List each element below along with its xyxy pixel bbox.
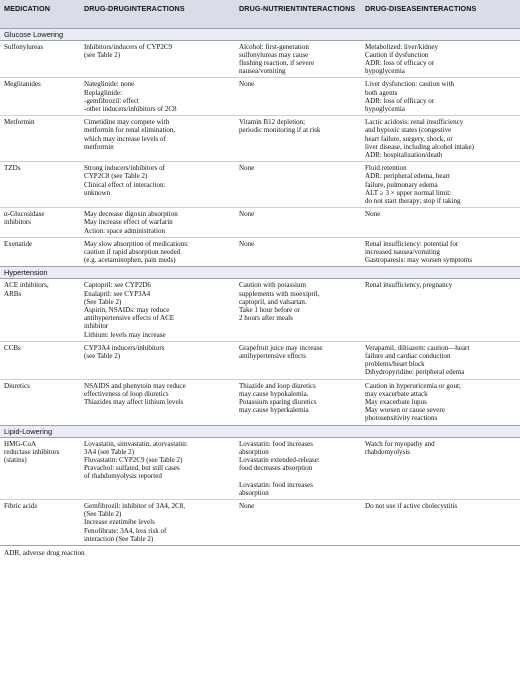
cell-line: Lovastatin: food increases — [239, 480, 313, 489]
drug-nutrient-cell — [235, 40, 361, 78]
drug-disease-cell — [361, 437, 520, 499]
drug-nutrient-cell — [235, 379, 361, 425]
cell-line: Thiazide and loop diuretics — [239, 381, 316, 390]
cell-line: problems/heart block — [365, 360, 425, 369]
drug-nutrient-cell — [235, 162, 361, 208]
header-drug-nutrient-line1: DRUG-NUTRIENT — [239, 4, 301, 13]
drug-disease-cell — [361, 116, 520, 162]
cell-line: (See Table 2) — [84, 510, 122, 519]
cell-line: Caution in hyperuricemia or gout; — [365, 381, 461, 390]
cell-line: None — [239, 210, 255, 219]
cell-line: interaction (See Table 2) — [84, 534, 154, 543]
table-row — [0, 279, 520, 341]
cell-line: May decrease digoxin absorption — [84, 210, 178, 219]
cell-line: CYP2C8 (see Table 2) — [84, 172, 148, 181]
cell-line: which may increase levels of — [84, 134, 166, 143]
drug-drug-cell — [80, 341, 235, 379]
cell-line: Grapefruit juice may increase — [239, 343, 323, 352]
header-drug-nutrient-line2: INTERACTIONS — [300, 4, 356, 13]
drug-nutrient-cell — [235, 279, 361, 341]
cell-line: Lovastatin extended-release: — [239, 456, 320, 465]
cell-line: antihypertensive effects of ACE — [84, 314, 175, 323]
header-medication: MEDICATION — [0, 0, 80, 28]
cell-line: of rhabdomyolysis reported — [84, 472, 162, 481]
cell-line: Aspirin, NSAIDs: may reduce — [84, 305, 170, 314]
cell-line: NSAIDS and phenytoin may reduce — [84, 381, 186, 390]
medication-cell — [0, 379, 80, 425]
cell-line: Fluid retention — [365, 164, 407, 173]
drug-drug-cell — [80, 116, 235, 162]
table-body — [0, 28, 520, 546]
cell-line: Dihydropyridine: peripheral edema — [365, 368, 465, 377]
cell-line: ADR: loss of efficacy or — [365, 58, 435, 67]
medication-cell — [0, 208, 80, 238]
cell-line: Cimetidine may compete with — [84, 118, 170, 127]
cell-line: Potassium sparing diuretics — [239, 398, 317, 407]
cell-line: CYP3A4 inducers/inhibitors — [84, 343, 165, 352]
cell-line: Captopril: see CYP2D6 — [84, 281, 151, 290]
drug-drug-cell — [80, 279, 235, 341]
cell-line: Caution if dysfunction — [365, 50, 429, 59]
cell-line: antihypertensive effects — [239, 352, 306, 360]
drug-drug-cell — [80, 40, 235, 78]
cell-line: Thiazides may affect lithium levels — [84, 398, 184, 407]
table-row — [0, 40, 520, 78]
cell-line: Meglitanides — [4, 80, 41, 89]
drug-disease-cell — [361, 78, 520, 116]
table-row — [0, 78, 520, 116]
cell-line: 2 hours after meals — [239, 314, 293, 323]
drug-drug-cell — [80, 237, 235, 267]
cell-line: do not start therapy; stop if taking — [365, 196, 461, 205]
medication-cell — [0, 437, 80, 499]
cell-line: Lithium: levels may increase — [84, 330, 166, 339]
table-row — [0, 162, 520, 208]
cell-line: ALT ≥ 3 × upper normal limit: — [365, 188, 452, 197]
cell-line: Renal insufficiency: potential for — [365, 239, 459, 248]
cell-line: reductase inhibitors — [4, 447, 60, 456]
cell-line: Lactic acidosis: renal insufficiency — [365, 118, 464, 127]
cell-line: Inhibitors/inducers of CYP2C9 — [84, 42, 173, 51]
cell-line: ACE inhibitors, — [4, 281, 49, 290]
header-drug-drug-line1: DRUG-DRUG — [84, 4, 130, 13]
cell-line: Fenofibrate: 3A4, less risk of — [84, 526, 167, 535]
cell-line: (e.g. acetaminophen, pain meds) — [84, 256, 176, 265]
cell-line: None — [239, 502, 255, 511]
medication-cell — [0, 78, 80, 116]
cell-line: Metabolized: liver/kidney — [365, 42, 438, 51]
cell-line: Liver dysfunction: caution with — [365, 80, 455, 89]
cell-line: may exacerbate attack — [365, 389, 428, 398]
cell-line: Gemfibrozil: inhibitor of 3A4, 2C8, — [84, 502, 185, 511]
drug-disease-cell — [361, 162, 520, 208]
cell-line: TZDs — [4, 164, 21, 173]
drug-nutrient-cell — [235, 208, 361, 238]
cell-line: may cause hyperkalemia — [239, 406, 309, 415]
header-drug-disease — [361, 0, 520, 28]
drug-drug-cell — [80, 162, 235, 208]
cell-line: Strong inducers/inhibitors of — [84, 164, 166, 173]
cell-line: ARBs — [4, 289, 22, 298]
cell-line: Do not use if active cholecystitis — [365, 502, 458, 511]
drug-drug-cell — [80, 208, 235, 238]
cell-line: May exacerbate lupus — [365, 398, 427, 407]
cell-line: Pravachol: sulfated, but still cases — [84, 464, 180, 473]
drug-disease-cell — [361, 208, 520, 238]
drug-nutrient-cell — [235, 78, 361, 116]
cell-line: Lovastatin: food increases — [239, 439, 313, 448]
table-row — [0, 341, 520, 379]
cell-line: caution if rapid absorption needed — [84, 247, 181, 256]
drug-drug-cell — [80, 379, 235, 425]
header-drug-disease-line1: DRUG-DISEASE — [365, 4, 422, 13]
cell-line: May slow absorption of medications: — [84, 239, 189, 248]
cell-line: rhabdomyolysis — [365, 447, 411, 456]
cell-line: (statins) — [4, 456, 27, 465]
cell-line: CCBs — [4, 343, 21, 352]
cell-line: Watch for myopathy and — [365, 439, 435, 448]
header-row — [0, 0, 520, 28]
drug-nutrient-cell — [235, 341, 361, 379]
cell-line: Vitamin B12 depletion; — [239, 118, 306, 127]
table-row — [0, 237, 520, 267]
cell-line: liver disease, including alcohol intake) — [365, 142, 474, 151]
drug-disease-cell — [361, 500, 520, 546]
header-drug-drug — [80, 0, 235, 28]
medication-cell — [0, 341, 80, 379]
cell-line: Action: space administration — [84, 226, 166, 235]
cell-line: None — [365, 210, 381, 219]
cell-line: HMG-CoA — [4, 439, 37, 448]
medication-cell — [0, 500, 80, 546]
cell-line: Lovastatin, simvastatin, atorvastatin: — [84, 439, 188, 448]
cell-line — [239, 472, 358, 480]
section-header-row — [0, 425, 520, 437]
cell-line: Diuretics — [4, 381, 30, 390]
cell-line: Take 1 hour before or — [239, 305, 300, 314]
header-drug-nutrient — [235, 0, 361, 28]
cell-line: inhibitors — [4, 218, 32, 227]
cell-line: ADR: hospitalization/death — [365, 150, 443, 159]
cell-line: hypoglycemia — [365, 67, 405, 76]
cell-line: None — [239, 164, 255, 173]
cell-line: supplements with moexipril, — [239, 289, 320, 298]
cell-line: heart failure, surgery, shock, or — [365, 134, 453, 143]
medication-cell — [0, 116, 80, 162]
drug-disease-cell — [361, 237, 520, 267]
cell-line: Nateglinide: none — [84, 80, 135, 89]
cell-line: inhibitor — [84, 322, 109, 331]
cell-line: None — [239, 80, 255, 89]
medication-cell — [0, 237, 80, 267]
cell-line: increased nausea/vomiting — [365, 247, 440, 256]
section-header-row — [0, 267, 520, 279]
cell-line: metformin for renal elimination, — [84, 126, 176, 135]
cell-line: May worsen or cause severe — [365, 406, 445, 415]
cell-line: May increase effect of warfarin — [84, 218, 173, 227]
cell-line: food decreases absorption — [239, 464, 313, 473]
drug-nutrient-cell — [235, 116, 361, 162]
drug-disease-cell — [361, 379, 520, 425]
cell-line: failure, pulmonary edema — [365, 180, 438, 189]
medication-cell — [0, 162, 80, 208]
cell-line: (see Table 2) — [84, 50, 121, 59]
cell-line: (See Table 2) — [84, 297, 122, 306]
cell-line: None — [239, 239, 255, 248]
cell-line: Caution with potassium — [239, 281, 306, 290]
cell-line: (see Table 2) — [84, 352, 121, 360]
cell-line: absorption — [239, 488, 269, 497]
cell-line: Fibric acids — [4, 502, 38, 511]
cell-line: α-Glucosidase — [4, 210, 45, 219]
medication-cell — [0, 279, 80, 341]
drug-drug-cell — [80, 437, 235, 499]
cell-line: ADR: loss of efficacy or — [365, 96, 435, 105]
table-row — [0, 116, 520, 162]
cell-line: unknown — [84, 188, 111, 197]
table-row — [0, 208, 520, 238]
drug-disease-cell — [361, 279, 520, 341]
cell-line: periodic monitoring if at risk — [239, 126, 321, 135]
cell-line: 3A4 (see Table 2) — [84, 447, 135, 456]
cell-line: flushing reaction, if severe — [239, 58, 315, 67]
cell-line: nausea/vomiting — [239, 67, 286, 76]
section-header-row — [0, 28, 520, 40]
cell-line: both agents — [365, 88, 398, 97]
cell-line: Sulfonylureas — [4, 42, 44, 51]
cell-line: photosensitivity reactions — [365, 414, 438, 423]
drug-disease-cell — [361, 40, 520, 78]
cell-line: hypoglycemia — [365, 104, 405, 113]
cell-line: Replaglinide: — [84, 88, 122, 97]
drug-disease-cell — [361, 341, 520, 379]
cell-line: captopril, and valsartan. — [239, 297, 307, 306]
header-drug-disease-line2: INTERACTIONS — [421, 4, 477, 13]
footnote: ADR, adverse drug reaction — [0, 546, 520, 561]
cell-line: sulfonylureas may cause — [239, 50, 309, 59]
drug-nutrient-cell — [235, 437, 361, 499]
section-title: Glucose Lowering — [0, 28, 520, 40]
cell-line: Alcohol: first-generation — [239, 42, 309, 51]
cell-line: effectiveness of loop diuretics — [84, 389, 169, 398]
cell-line: Renal insufficiency, pregnancy — [365, 281, 453, 290]
drug-nutrient-cell — [235, 237, 361, 267]
table-row — [0, 379, 520, 425]
cell-line: -other inducers/inhibitors of 2C8 — [84, 104, 177, 113]
table-row — [0, 437, 520, 499]
cell-line: Exenatide — [4, 239, 33, 248]
table-row — [0, 500, 520, 546]
cell-line: Increase ezetimibe levels — [84, 518, 155, 527]
cell-line: Gastroparesis: may worsen symptoms — [365, 256, 473, 265]
drug-drug-cell — [80, 500, 235, 546]
medication-cell — [0, 40, 80, 78]
header-drug-drug-line2: INTERACTIONS — [129, 4, 185, 13]
cell-line: Clinical effect of interaction: — [84, 180, 166, 189]
cell-line: Fluvastatin: CYP2C9 (see Table 2) — [84, 456, 183, 465]
cell-line: absorption — [239, 447, 269, 456]
cell-line: Verapamil, diltiazem: caution—heart — [365, 343, 470, 352]
cell-line: Enalapril: see CYP3A4 — [84, 289, 151, 298]
cell-line: and hypoxic states (congestive — [365, 126, 452, 135]
section-title: Hypertension — [0, 267, 520, 279]
drug-drug-cell — [80, 78, 235, 116]
cell-line: -gemfibrozil: effect — [84, 96, 139, 105]
section-title: Lipid-Lowering — [0, 425, 520, 437]
cell-line: may cause hypokalemia. — [239, 389, 309, 398]
footnote-row — [0, 546, 520, 561]
drug-nutrient-cell — [235, 500, 361, 546]
cell-line: metformin — [84, 142, 114, 151]
cell-line: ADR: peripheral edema, heart — [365, 172, 450, 181]
cell-line: Metformin — [4, 118, 35, 127]
cell-line: failure and cardiac conduction — [365, 352, 451, 360]
